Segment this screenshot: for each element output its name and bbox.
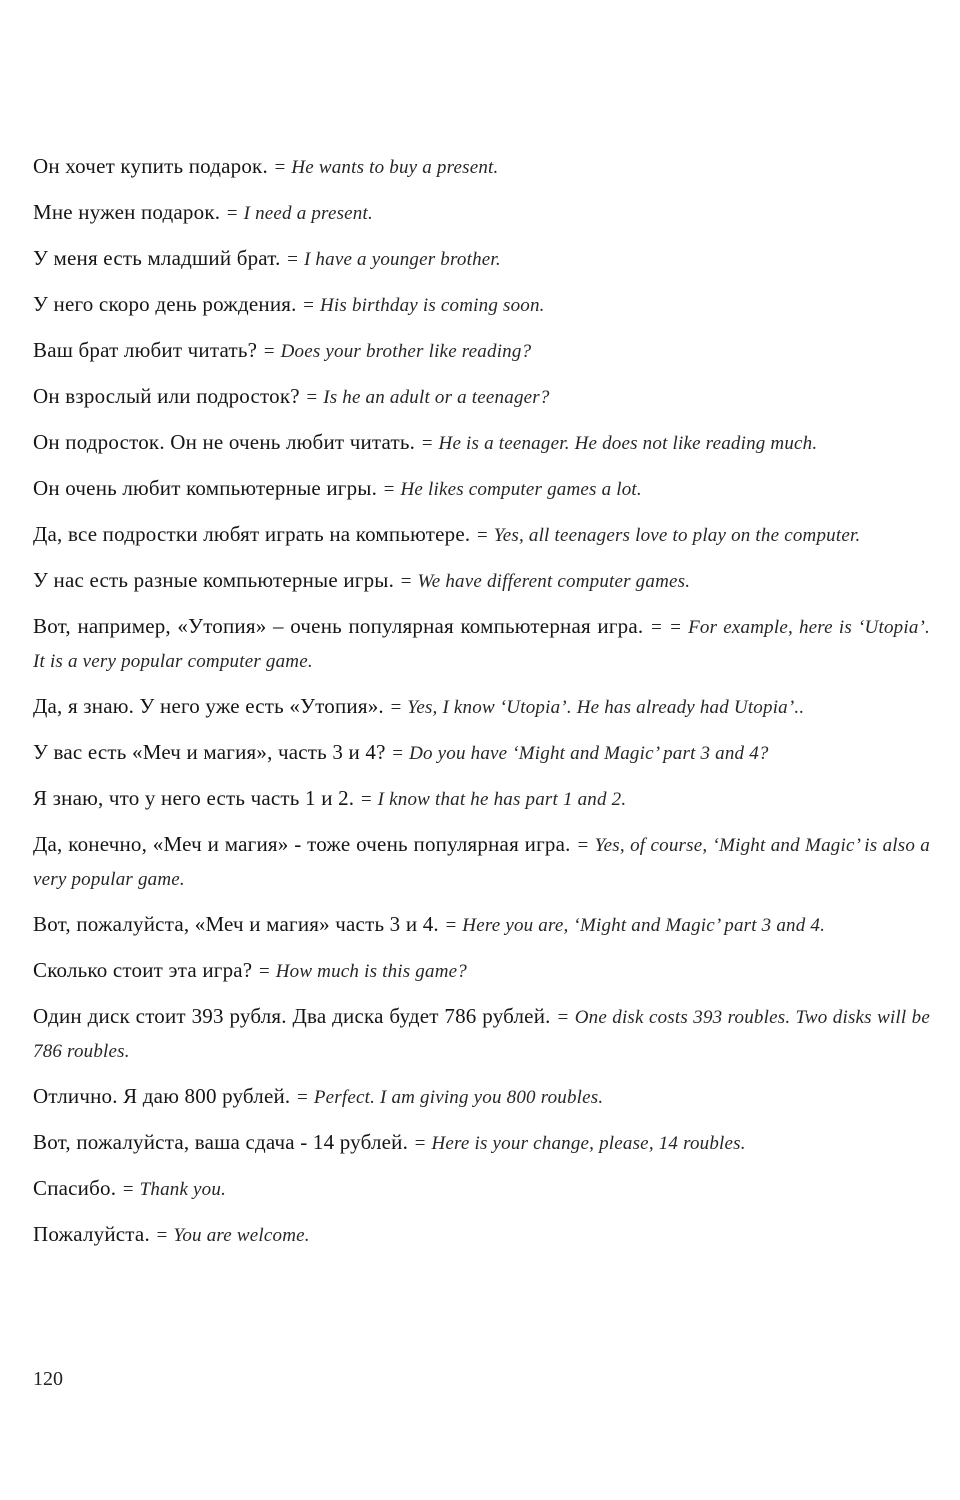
english-translation: = Here you are, ‘Might and Magic’ part 3 and 4.	[444, 915, 826, 936]
russian-sentence: Спасибо.	[33, 1176, 117, 1200]
sentence-pair	[33, 426, 930, 460]
russian-sentence: Он подросток. Он не очень любит читать.	[33, 430, 416, 454]
russian-sentence: Он очень любит компьютерные игры.	[33, 476, 378, 500]
page-number: 120	[33, 1368, 63, 1390]
russian-sentence: Пожалуйста.	[33, 1222, 150, 1246]
russian-sentence: У меня есть младший брат.	[33, 246, 281, 270]
english-translation: = = For example, here is ‘Utopia’. It is a very popular computer game.	[33, 617, 931, 672]
russian-sentence: У вас есть «Меч и магия», часть 3 и 4?	[33, 740, 386, 764]
russian-sentence: Да, все подростки любят играть на компьютере.	[33, 522, 471, 546]
russian-sentence: Ваш брат любит читать?	[33, 338, 258, 362]
sentence-pair	[33, 288, 930, 322]
sentence-pair	[33, 380, 930, 414]
english-translation: = He is a teenager. He does not like reading much.	[420, 433, 818, 454]
russian-sentence: Мне нужен подарок.	[33, 200, 221, 224]
english-translation: = Does your brother like reading?	[262, 341, 532, 362]
russian-sentence: Да, конечно, «Меч и магия» - тоже очень популярная игра.	[33, 832, 571, 856]
sentence-pair	[33, 828, 930, 896]
sentence-pair	[33, 1126, 930, 1160]
english-translation: = Thank you.	[121, 1179, 227, 1200]
english-translation: = His birthday is coming soon.	[302, 295, 545, 316]
sentence-pair	[33, 1172, 930, 1206]
sentence-pair	[33, 564, 930, 598]
sentence-pair	[33, 1080, 930, 1114]
sentence-pair	[33, 472, 930, 506]
english-translation: = How much is this game?	[257, 961, 467, 982]
sentence-pair	[33, 690, 930, 724]
russian-sentence: Отлично. Я даю 800 рублей.	[33, 1084, 291, 1108]
english-translation: = One disk costs 393 roubles. Two disks will be 786 roubles.	[33, 1007, 930, 1062]
english-translation: = Is he an adult or a teenager?	[305, 387, 550, 408]
russian-sentence: Сколько стоит эта игра?	[33, 958, 253, 982]
english-translation: = You are welcome.	[155, 1225, 310, 1246]
sentence-pair	[33, 610, 930, 678]
sentence-pair	[33, 196, 930, 230]
sentence-pair	[33, 908, 930, 942]
sentence-pair	[33, 1000, 930, 1068]
russian-sentence: Один диск стоит 393 рубля. Два диска будет 786 рублей.	[33, 1004, 551, 1028]
english-translation: = I know that he has part 1 and 2.	[359, 789, 627, 810]
english-translation: = Perfect. I am giving you 800 roubles.	[295, 1087, 604, 1108]
sentence-pair	[33, 518, 930, 552]
english-translation: = He likes computer games a lot.	[382, 479, 642, 500]
sentence-pair	[33, 242, 930, 276]
english-translation: = We have different computer games.	[399, 571, 691, 592]
english-translation: = I need a present.	[225, 203, 373, 224]
russian-sentence: Вот, пожалуйста, ваша сдача - 14 рублей.	[33, 1130, 409, 1154]
russian-sentence: Вот, например, «Утопия» – очень популярная компьютерная игра.	[33, 614, 644, 638]
sentence-pair	[33, 1218, 930, 1252]
english-translation: = I have a younger brother.	[285, 249, 501, 270]
english-translation: = Here is your change, please, 14 roubles.	[413, 1133, 746, 1154]
russian-sentence: У него скоро день рождения.	[33, 292, 297, 316]
russian-sentence: Да, я знаю. У него уже есть «Утопия».	[33, 694, 384, 718]
russian-sentence: Он взрослый или подросток?	[33, 384, 300, 408]
sentence-pair	[33, 782, 930, 816]
english-translation: = Yes, of course, ‘Might and Magic’ is also a very popular game.	[33, 835, 930, 890]
russian-sentence: Он хочет купить подарок.	[33, 154, 268, 178]
sentence-pair	[33, 334, 930, 368]
sentence-pair	[33, 150, 930, 184]
english-translation: = Do you have ‘Might and Magic’ part 3 and 4?	[391, 743, 769, 764]
russian-sentence: У нас есть разные компьютерные игры.	[33, 568, 395, 592]
english-translation: = He wants to buy a present.	[273, 157, 499, 178]
english-translation: = Yes, I know ‘Utopia’. He has already had Utopia’..	[389, 697, 805, 718]
russian-sentence: Я знаю, что у него есть часть 1 и 2.	[33, 786, 355, 810]
sentence-pair	[33, 954, 930, 988]
english-translation: = Yes, all teenagers love to play on the computer.	[475, 525, 861, 546]
russian-sentence: Вот, пожалуйста, «Меч и магия» часть 3 и 4.	[33, 912, 439, 936]
sentence-pair	[33, 736, 930, 770]
